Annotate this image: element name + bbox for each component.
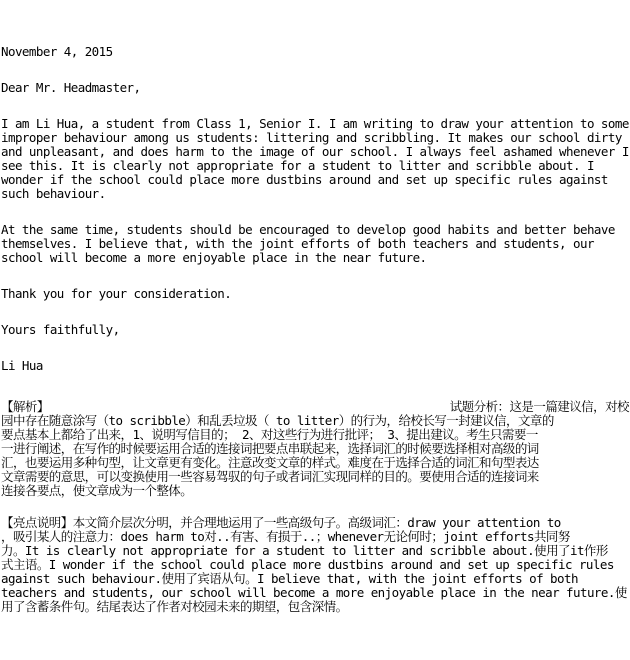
text-line: 汇，也要运用多种句型，让文章更有变化。注意改变文章的样式。难度在于选择合适的词汇和句型表达: [1, 455, 539, 470]
text-line: 连接各要点，使文章成为一个整体。: [1, 483, 193, 498]
analysis-section: [1, 400, 629, 498]
text-line: At the same time, students should be encouraged to develop good habits and better behave: [1, 222, 615, 237]
analysis-header: [1, 400, 629, 414]
text-line: 园中存在随意涂写（to scribble）和乱丢垃圾（ to litter）的行为，给校长写一封建议信，文章的: [1, 413, 554, 428]
analysis-label: 【解析】: [1, 399, 49, 414]
text-line: and unpleasant, and does harm to the image of our school. I always feel ashamed whenever I: [1, 144, 629, 159]
letter-thanks: Thank you for your consideration.: [1, 286, 232, 301]
letter-signature: Li Hua: [1, 358, 43, 373]
text-line: against such behaviour.使用了宾语从句。I believe that, with the joint efforts of both: [1, 571, 578, 586]
text-line: teachers and students, our school will become a more enjoyable place in the near future.使: [1, 585, 627, 600]
analysis-first-line: 试题分析：这是一篇建议信，对校: [449, 399, 629, 414]
text-line: 要点基本上都给了出来，1、说明写信目的； 2、对这些行为进行批评； 3、提出建议。考生只需要一: [1, 427, 538, 442]
text-line: 文章需要的意思，可以变换使用一些容易驾驭的句子或者词汇实现同样的目的。要使用合适的连接词来: [1, 469, 539, 484]
letter-closing: Yours faithfully,: [1, 322, 120, 337]
text-line: themselves. I believe that, with the joint efforts of both teachers and students, our: [1, 236, 594, 251]
highlights-section: [1, 516, 629, 614]
text-line: 用了含蓄条件句。结尾表达了作者对校园未来的期望，包含深情。: [1, 599, 348, 614]
letter-date: November 4, 2015: [1, 44, 113, 59]
letter-salutation: Dear Mr. Headmaster,: [1, 80, 141, 95]
text-line: such behaviour.: [1, 186, 106, 201]
text-line: school will become a more enjoyable place in the near future.: [1, 250, 427, 265]
text-line: see this. It is clearly not appropriate for a student to litter and scribble about. I: [1, 158, 594, 173]
text-line: 一进行阐述，在写作的时候要运用合适的连接词把要点串联起来，选择词汇的时候要选择相对高级的词: [1, 441, 539, 456]
letter-paragraph-1: [1, 117, 629, 201]
text-line: ，吸引某人的注意力：does harm to对..有害、有损于..；whenever无论何时；joint efforts共同努: [1, 529, 570, 544]
document-page: [1, 0, 629, 614]
text-line: 力。It is clearly not appropriate for a student to litter and scribble about.使用了it作形: [1, 543, 608, 558]
text-line: 式主语。I wonder if the school could place more dustbins around and set up specific rules: [1, 557, 614, 572]
text-line: 【亮点说明】本文简介层次分明，并合理地运用了一些高级句子。高级词汇：draw your attention to: [1, 515, 561, 530]
text-line: wonder if the school could place more dustbins around and set up specific rules against: [1, 172, 608, 187]
text-line: improper behaviour among us students: littering and scribbling. It makes our school dirty: [1, 130, 622, 145]
text-line: I am Li Hua, a student from Class 1, Senior I. I am writing to draw your attention to some: [1, 116, 629, 131]
letter-paragraph-2: [1, 223, 629, 265]
